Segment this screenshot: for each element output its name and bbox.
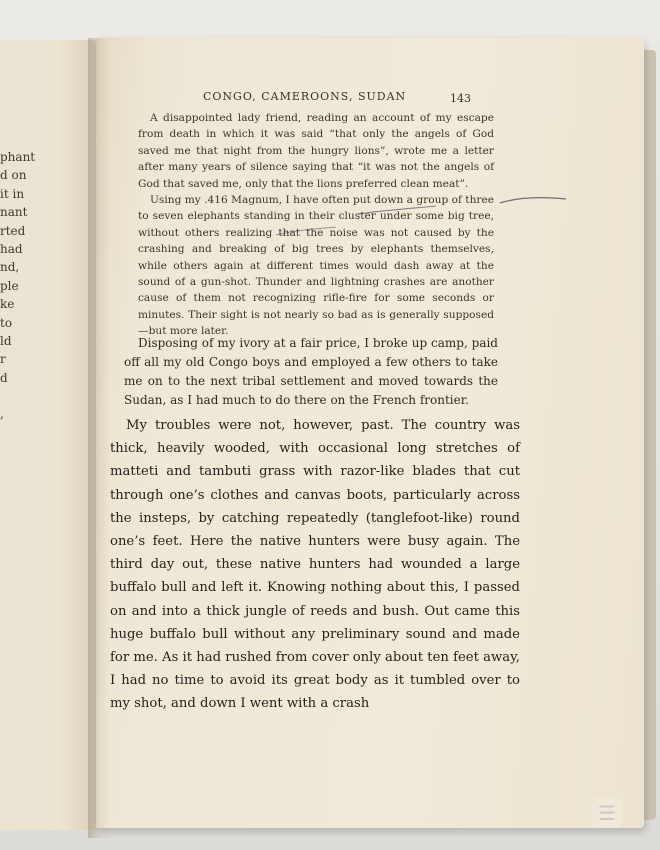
left-fragment: ke [0,297,15,312]
left-page-text-fragments [0,148,40,424]
medium-type-passage [124,334,498,410]
left-fragment: nant [0,205,28,220]
left-fragment: d [0,370,8,385]
left-fragment: nd, [0,260,20,275]
left-fragment: it in [0,186,25,201]
paragraph: Disposing of my ivory at a fair price, I broke up camp, paid off all my old Congo boys and employed a few others to take me on to the next tribal settlement and moved towards the Sudan, as I had much to do there on the French frontier. [124,336,498,407]
left-fragment: phant [0,150,36,164]
left-fragment: ld [0,333,12,348]
left-fragment: had [0,241,23,256]
paragraph: A disappointed lady friend, reading an account of my escape from death in which it was said “that only the angels of God saved me that night from the hungry lions”, wrote me a letter after many years of silence saying that “it was not the angels of God that saved me, only that the lions preferred clean meat”. [138,112,494,190]
left-fragment: , [0,407,4,422]
page-number: 143 [450,92,471,105]
paragraph: My troubles were not, however, past. The country was thick, heavily wooded, with occasional long stretches of matteti and tambuti grass with razor-like blades that cut through one’s clothes and canvas boots, particularly across the insteps, by catching repeatedly (tanglefoot-like) round one’s feet. Here the native hunters were busy again. The third day out, these native hunters had wounded a large buffalo bull and left it. Knowing nothing about this, I passed on and into a thick jungle of reeds and bush. Out came this huge buffalo bull without any preliminary sound and made for me. As it had rushed from cover only about ten feet away, I had no time to avoid its great body as it tumbled over to my shot, and down I went with a crash [110,418,520,712]
left-page [0,40,100,830]
running-header: CONGO, CAMEROONS, SUDAN [203,90,407,103]
left-fragment: ple [0,278,19,293]
large-type-passage [110,414,520,716]
pen-stroke [358,206,436,214]
left-fragment: r [0,352,6,367]
left-fragment: rted [0,223,26,238]
pen-stroke [500,198,566,203]
paragraph: Using my .416 Magnum, I have often put down a group of three to seven elephants standing in their cluster under some big tree, without others realizing that the noise was not caused by the crashing and breaking of big trees by elephants themselves, while others again at different times would dash away at the sound of a gun-shot. Thunder and lightning crashes are another cause of them not recognizing rifle-fire for some seconds or minutes. Their sight is not nearly so bad as is generally supposed—but more later. [138,194,494,338]
left-fragment: d on [0,168,27,183]
pen-stroke [276,227,336,235]
pen-annotation [96,38,644,338]
left-fragment [0,387,40,405]
left-fragment: to [0,315,13,330]
scan-icon[interactable]: ☰ [592,798,622,828]
